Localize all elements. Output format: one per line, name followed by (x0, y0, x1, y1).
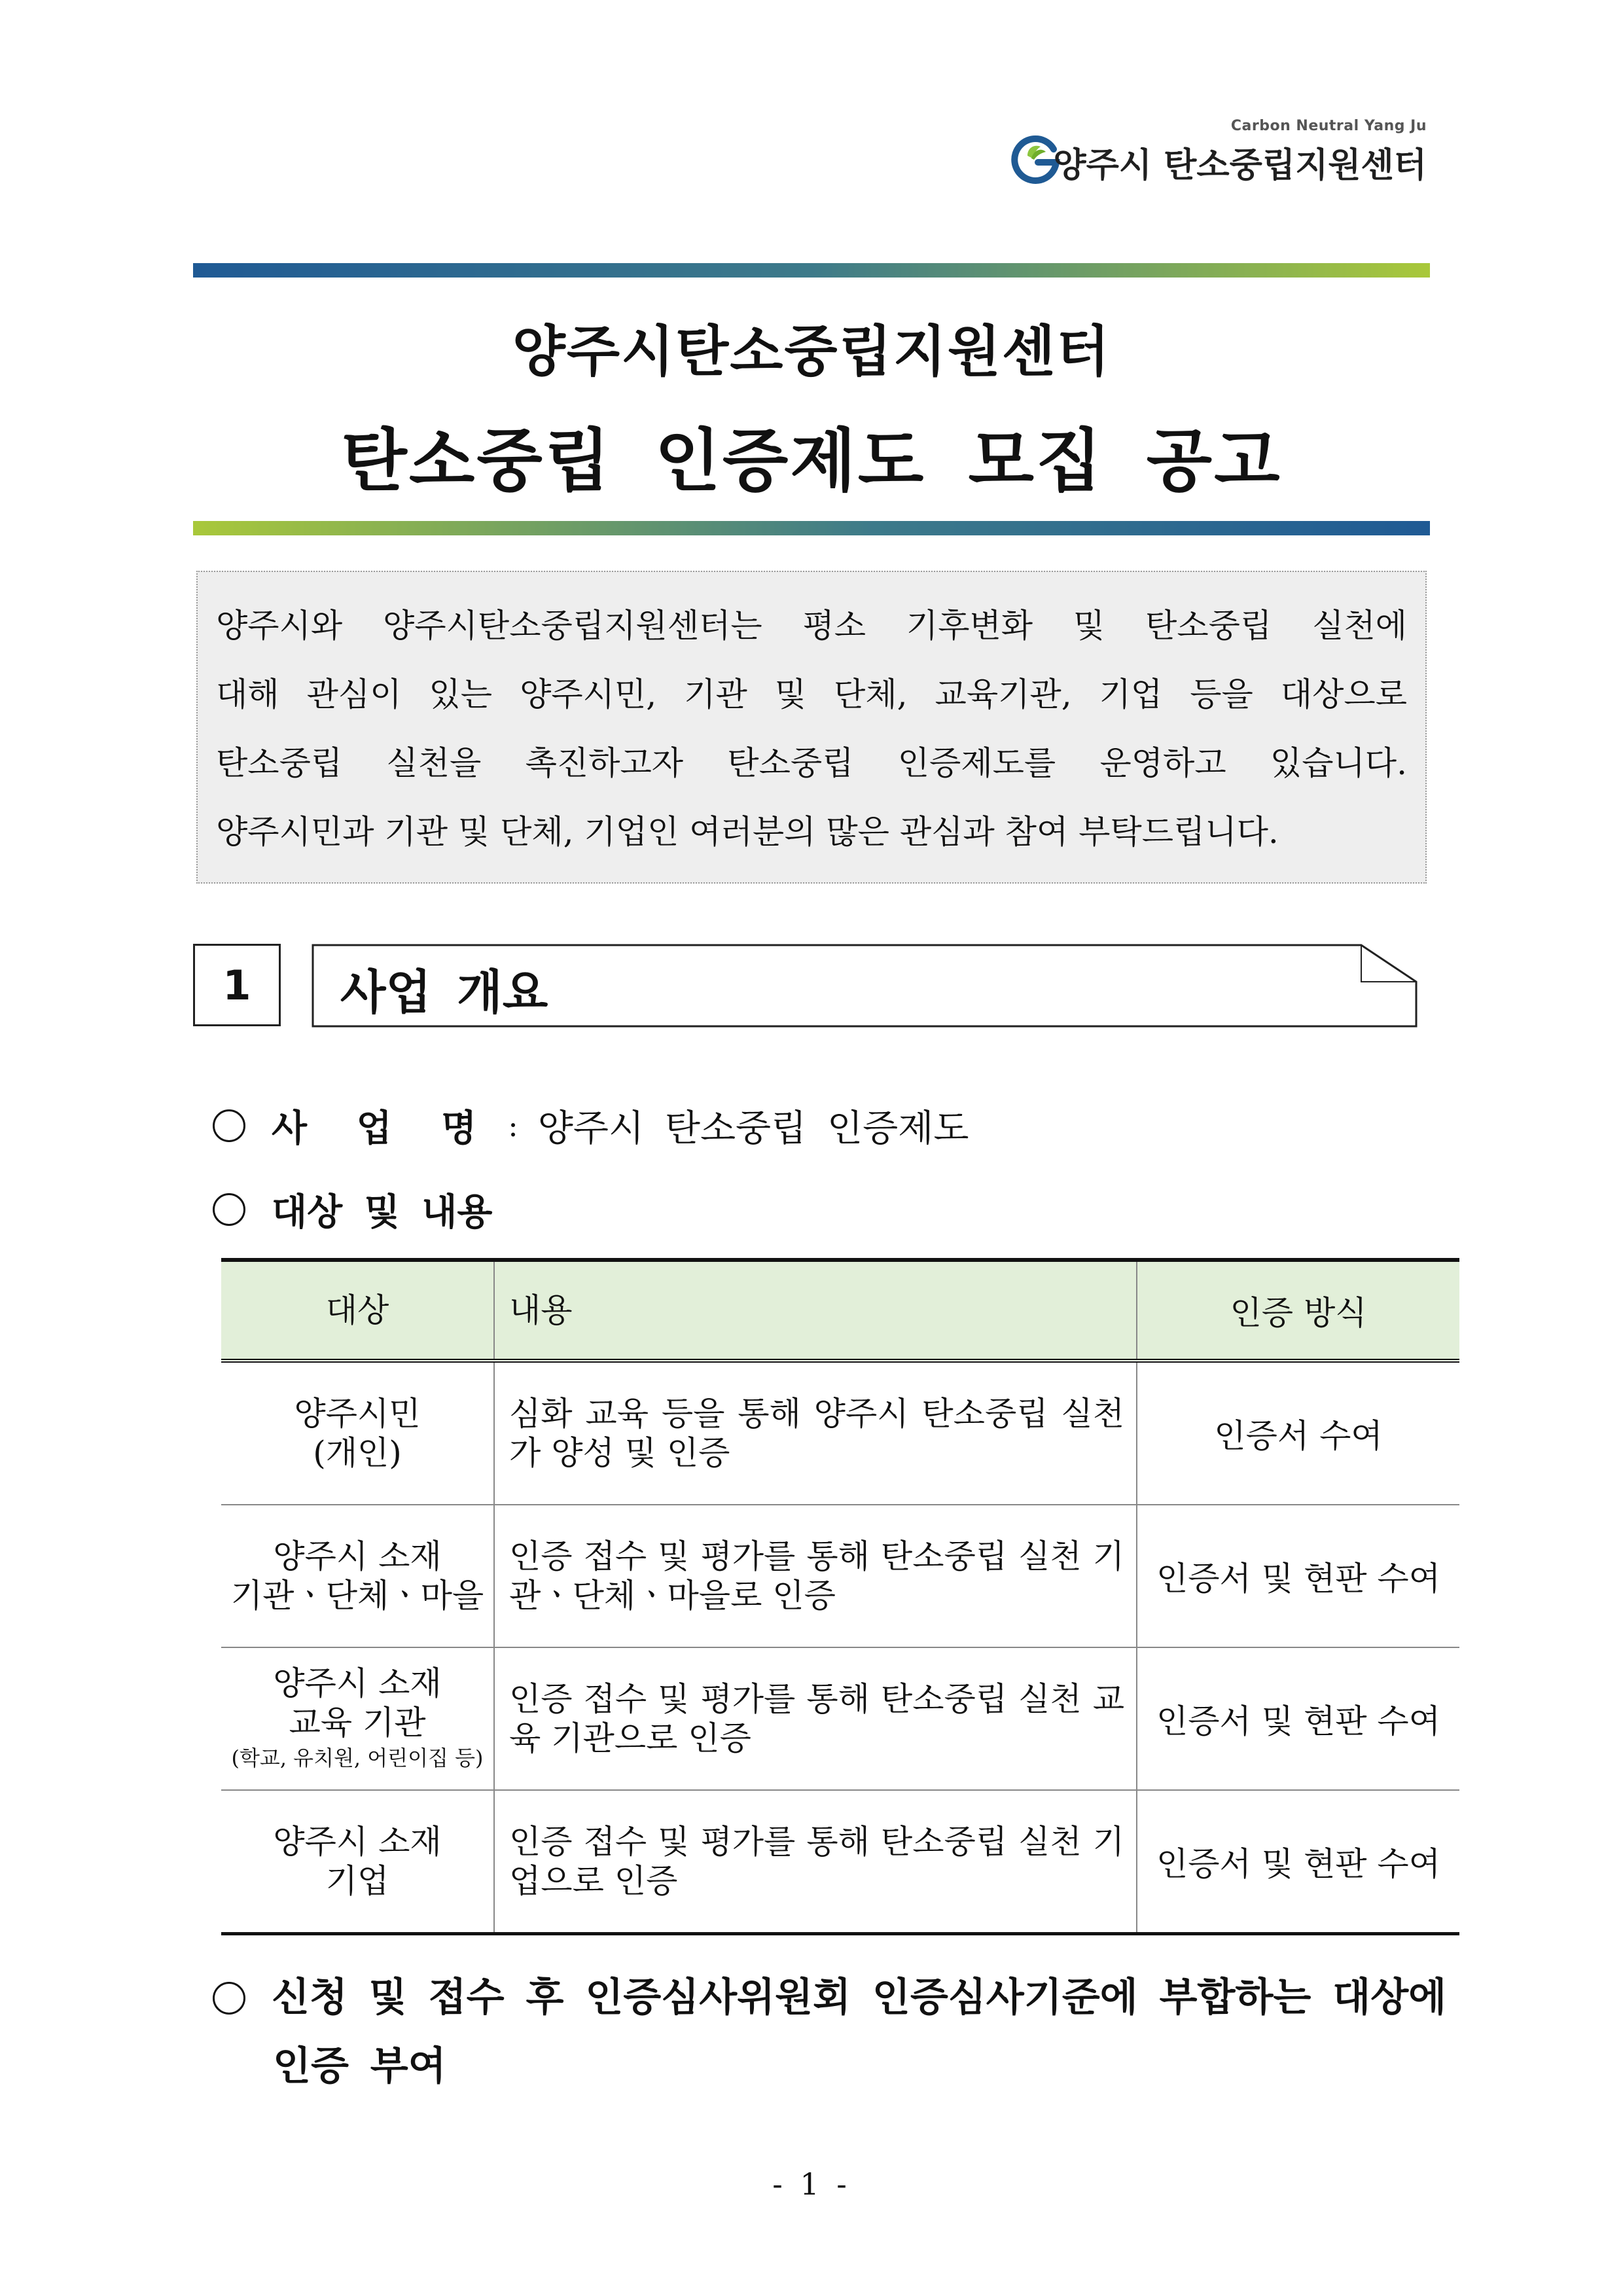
intro-line: 양주시민과 기관 및 단체, 기업인 여러분의 많은 관심과 참여 부탁드립니다. (216, 813, 1279, 851)
page-title: 탄소중립 인증제도 모집 공고 (341, 421, 1282, 501)
target-line: 교육 기관 (289, 1704, 426, 1742)
project-label: 사 업 명 (272, 1107, 495, 1150)
table-row (221, 1790, 1459, 1934)
row-method: 인증서 및 현판 수여 (1137, 1790, 1459, 1934)
intro-line: 양주시와 양주시탄소중립지원센터는 평소 기후변화 및 탄소중립 실천에 (216, 607, 1407, 645)
gradient-divider-bottom (193, 521, 1430, 535)
closing-line-2: 인증 부여 (273, 2043, 446, 2089)
closing-bullet (213, 1964, 1447, 2101)
logo-name: 양주시 탄소중립지원센터 (1053, 146, 1427, 185)
target-note: (학교, 유치원, 어린이집 등) (231, 1746, 484, 1770)
row-content: 심화 교육 등을 통해 양주시 탄소중립 실천가 양성 및 인증 (494, 1361, 1137, 1505)
row-target (221, 1505, 494, 1647)
bullet-project-name (213, 1100, 969, 1152)
row-method: 인증서 및 현판 수여 (1137, 1505, 1459, 1647)
table-row (221, 1361, 1459, 1505)
row-content: 인증 접수 및 평가를 통해 탄소중립 실천 교육 기관으로 인증 (494, 1647, 1137, 1790)
intro-line: 대해 관심이 있는 양주시민, 기관 및 단체, 교육기관, 기업 등을 대상으로 (216, 675, 1407, 713)
target-line: 양주시민 (294, 1395, 421, 1433)
circle-bullet-icon (213, 1193, 245, 1226)
row-content: 인증 접수 및 평가를 통해 탄소중립 실천 기업으로 인증 (494, 1790, 1137, 1934)
target-line: (개인) (313, 1434, 402, 1472)
certification-table (221, 1258, 1459, 1935)
circle-bullet-icon (213, 1982, 245, 2015)
row-method: 인증서 수여 (1137, 1361, 1459, 1505)
header-target: 대상 (221, 1260, 494, 1361)
center-logo (1008, 118, 1427, 190)
target-line: 양주시 소재 (273, 1537, 442, 1575)
table-row (221, 1647, 1459, 1790)
row-method: 인증서 및 현판 수여 (1137, 1647, 1459, 1790)
target-line: 기관ㆍ단체ㆍ마을 (230, 1577, 484, 1615)
bullet-target (213, 1183, 492, 1236)
target-line: 기업 (325, 1862, 389, 1900)
header-method: 인증 방식 (1137, 1260, 1459, 1361)
section-title: 사업 개요 (340, 965, 548, 1020)
table-row (221, 1505, 1459, 1647)
table-header-row (221, 1260, 1459, 1361)
target-line: 양주시 소재 (273, 1664, 442, 1702)
section-number: 1 (193, 944, 281, 1026)
intro-box (196, 571, 1427, 884)
header-content: 내용 (494, 1260, 1137, 1361)
gradient-divider-top (193, 263, 1430, 278)
target-label: 대상 및 내용 (272, 1191, 493, 1234)
page-number: - 1 - (772, 2166, 851, 2202)
project-value: 양주시 탄소중립 인증제도 (537, 1107, 969, 1150)
logo-subtitle: Carbon Neutral Yang Ju (1230, 118, 1427, 134)
row-target (221, 1647, 494, 1790)
closing-line-1: 신청 및 접수 후 인증심사위원회 인증심사기준에 부합하는 대상에 (272, 1975, 1447, 2020)
row-target (221, 1790, 494, 1934)
project-colon: : (508, 1108, 518, 1143)
circle-bullet-icon (213, 1109, 245, 1142)
org-title: 양주시탄소중립지원센터 (512, 319, 1111, 384)
row-content: 인증 접수 및 평가를 통해 탄소중립 실천 기관ㆍ단체ㆍ마을로 인증 (494, 1505, 1137, 1647)
intro-line: 탄소중립 실천을 촉진하고자 탄소중립 인증제도를 운영하고 있습니다. (216, 744, 1407, 782)
row-target (221, 1361, 494, 1505)
target-line: 양주시 소재 (273, 1823, 442, 1861)
